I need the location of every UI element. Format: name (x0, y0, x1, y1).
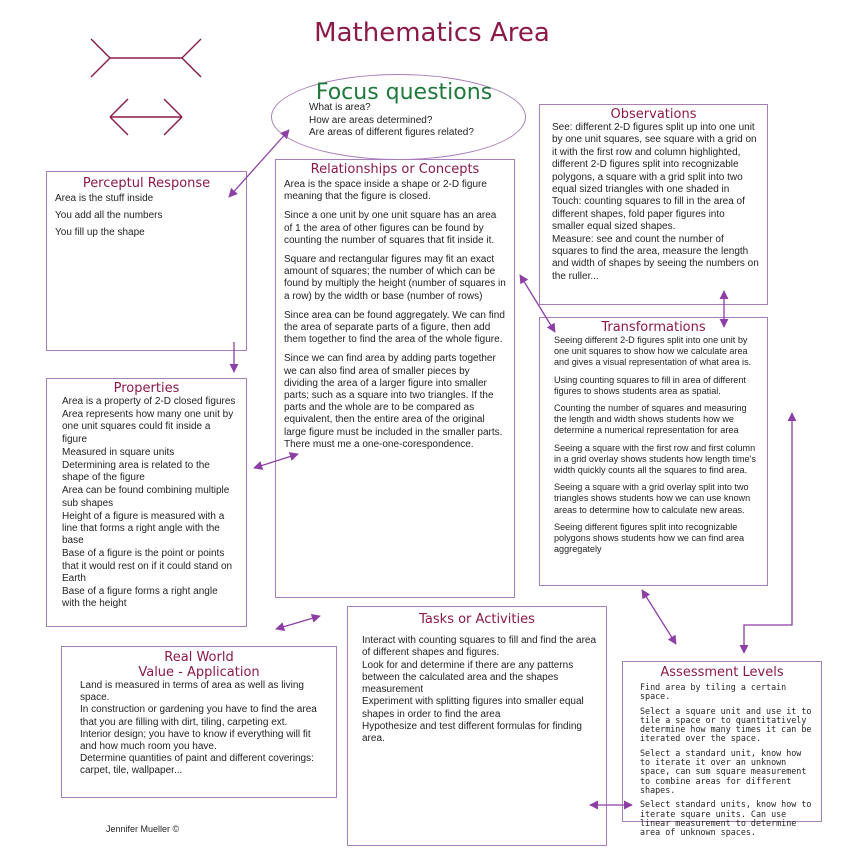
list-item: Determine quantities of paint and different coverings: carpet, tile, wallpaper... (80, 753, 314, 777)
page-title: Mathematics Area (314, 18, 550, 48)
list-item: Seeing different figures split into recognizable polygons shows students how we can find area aggregately (554, 521, 745, 555)
focus-question: What is area? (309, 102, 371, 113)
list-item: Height of a figure is measured with a line that forms a right angle with the base (62, 510, 225, 547)
list-item: Base of a figure is the point or points that it would rest on if it could stand on Earth (62, 548, 233, 584)
list-item: Seeing a square with the first row and first column in a grid overlay shows students how length time's width quickly counts all the squares to find area. (554, 442, 756, 476)
list-item: You add all the numbers (55, 210, 163, 221)
list-item: Since we can find area by adding parts together we can also find area of smaller pieces by dividing the area of a larger figure into smaller parts; such as a square into two triangles. If the parts and the whole are to be compared as equivalent, then the entire area of the original large figure must be included in the smaller parts. There must me a one-one-corespondence. (284, 353, 503, 450)
list-item: Since area can be found aggregately. We can find the area of separate parts of a figure, then add them together to find the area of the whole figure. (284, 309, 505, 346)
transformations-heading: Transformations (601, 320, 706, 335)
list-item: Select a square unit and use it to tile a space or to quantitatively determine how many times it can be iterated over the space. (640, 705, 812, 744)
list-item: In construction or gardening you have to find the area that you are filling with dirt, tiling, carpeting ext. (80, 704, 317, 728)
list-item: You fill up the shape (55, 227, 145, 238)
list-item: Area is a property of 2-D closed figures (62, 396, 236, 407)
list-item: Counting the number of squares and measuring the length and width shows students how we determine a numerical representation for area (554, 403, 747, 436)
list-item: Area can be found combining multiple sub shapes (62, 485, 230, 509)
muller-lyer-arrowheads-icon (110, 99, 182, 135)
list-item: Interior design; you have to know if everything will fit and how much room you have. (80, 728, 311, 753)
list-item: Measure: see and count the number of squares to find the area, measure the length and width of shapes by seeing the numbers on the ruller... (552, 233, 759, 282)
perceptual-response-heading: Perceptul Response (82, 176, 211, 191)
connector-arrow (254, 454, 298, 468)
list-item: Seeing a square with a grid overlay split into two triangles shows students how we can use known areas to determine how to calculate new areas. (554, 482, 751, 515)
list-item: Base of a figure forms a right angle with the height (62, 586, 218, 610)
connector-arrow (276, 616, 320, 629)
author-signature: Jennifer Mueller © (106, 824, 180, 834)
relationships-concepts-heading: Relationships or Concepts (310, 162, 480, 177)
assessment-levels-heading: Assessment Levels (660, 665, 784, 680)
list-item: Land is measured in terms of area as well as living space. (80, 680, 304, 704)
value-application-heading: Value - Application (138, 665, 260, 680)
list-item: Determining area is related to the shape of the figure (62, 460, 210, 484)
list-item: See: different 2-D figures split up into one unit by one unit squares, see square with a grid on it with the first row and column highlighted, different 2-D figures split into recognizable polygons, a square with a grid split into two equal sized triangles with one shaded in (552, 122, 757, 196)
list-item: Area represents how many one unit by one unit squares could fit inside a figure (62, 409, 234, 445)
connector-arrow (229, 130, 289, 197)
list-item: Select standard units, know how to iterate square units. Can use linear measurement to determine area of unknown spaces. (640, 799, 812, 838)
muller-lyer-outward-fins-icon (91, 39, 201, 77)
tasks-activities-heading: Tasks or Activities (419, 612, 535, 627)
properties-heading: Properties (113, 381, 180, 396)
list-item: Square and rectangular figures may fit an exact amount of squares; the number of which can be found by multiply the height (number of squares in a row) by the width or base (number of rows) (284, 254, 506, 302)
list-item: Area is the stuff inside (55, 193, 154, 204)
focus-question: How are areas determined? (309, 114, 433, 126)
list-item: Look for and determine if there are any patterns between the calculated area and the shapes measurement (362, 659, 574, 696)
list-item: Seeing different 2-D figures split into one unit by one unit squares to show how we calculate area and gives a visual representation of what area is. (554, 335, 752, 368)
list-item: Interact with counting squares to fill and find the area of different shapes and figures. (362, 635, 597, 659)
list-item: Since a one unit by one unit square has an area of 1 the area of other figures can be found by counting the number of squares that fit inside it. (284, 210, 497, 246)
list-item: Using counting squares to fill in area of different figures to shows students area as spatial. (554, 374, 746, 396)
focus-questions-heading: Focus questions (315, 80, 493, 105)
real-world-heading: Real World (164, 650, 234, 665)
list-item: Touch: counting squares to fill in the area of different shapes, fold paper figures into smaller equal sized shapes. (552, 196, 745, 233)
list-item: Select a standard unit, know how to iterate it over an unknown space, can sum square measurement to combine areas for different shapes. (640, 747, 807, 795)
connector-arrow (744, 413, 792, 653)
connector-arrow (520, 275, 555, 332)
observations-heading: Observations (610, 107, 697, 122)
list-item: Experiment with splitting figures into smaller equal shapes in order to find the area (362, 696, 584, 720)
connector-arrow (642, 590, 676, 644)
focus-question: Are areas of different figures related? (309, 127, 474, 138)
list-item: Area is the space inside a shape or 2-D figure meaning that the figure is closed. (284, 179, 487, 203)
list-item: Measured in square units (62, 446, 175, 458)
list-item: Find area by tiling a certain space. (640, 682, 787, 702)
list-item: Hypothesize and test different formulas for finding area. (362, 721, 582, 745)
